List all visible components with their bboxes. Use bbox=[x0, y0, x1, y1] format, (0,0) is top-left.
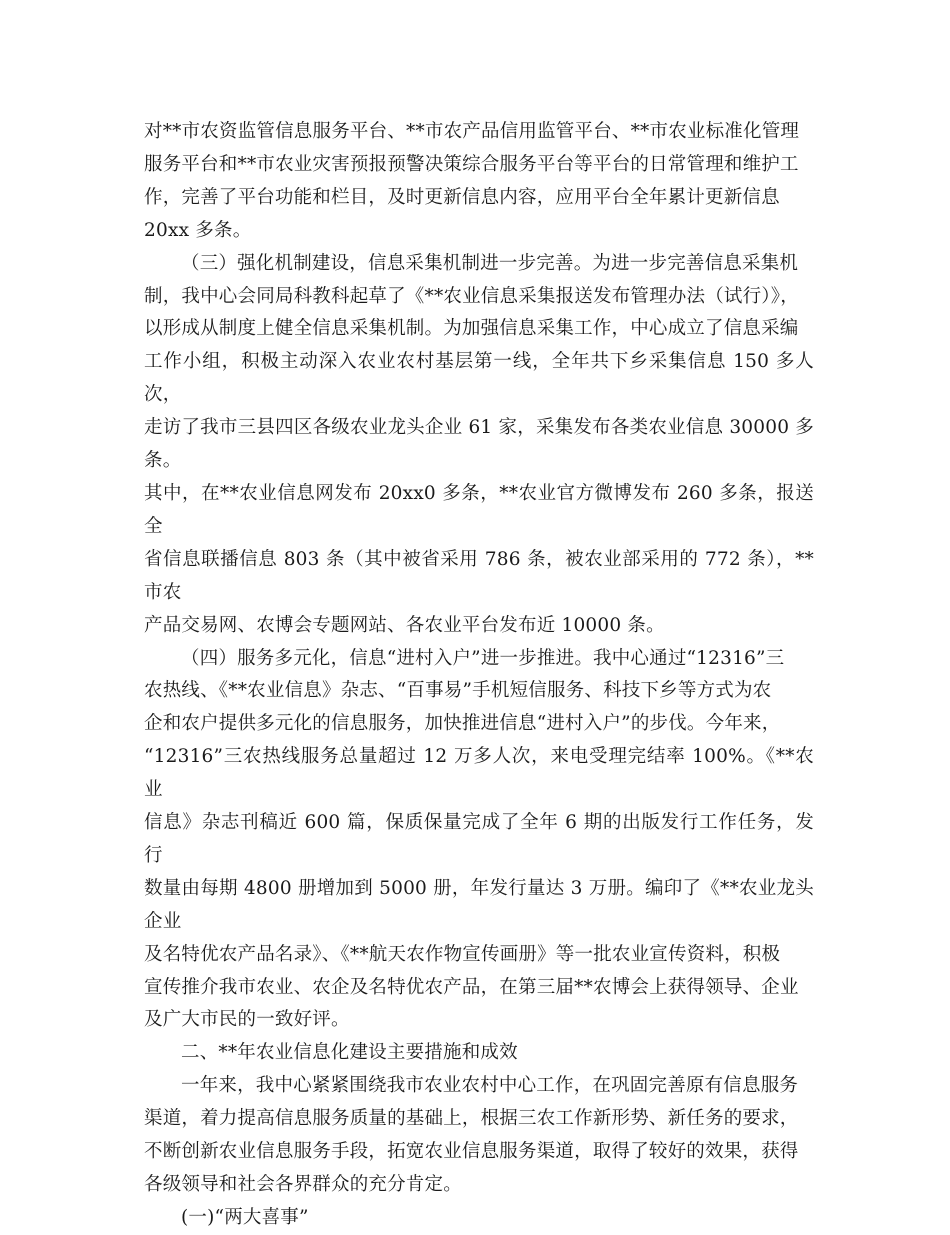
section-heading-measures: 二、**年农业信息化建设主要措施和成效 bbox=[181, 1042, 518, 1064]
paragraph-annual-summary: 一年来，我中心紧紧围绕我市农业农村中心工作，在巩固完善原有信息服务 渠道，着力提高信息服务质量的基础上，根据三农工作新形势、新任务的要求， 不断创新农业信息服务手段，拓宽农业信息服务渠道，取得了较好的效果，获得 各级领导和社会各界群众的充分肯定。 bbox=[144, 1075, 799, 1195]
subsection-heading-two-events: (一)“两大喜事” bbox=[181, 1206, 309, 1228]
paragraph-mechanism-building: （三）强化机制建设，信息采集机制进一步完善。为进一步完善信息采集机 制，我中心会同局科教科起草了《**农业信息采集报送发布管理办法（试行）》， 以形成从制度上健全信息采集机制。为加强信息采集工作，中心成立了信息采编 工作小组，积极主动深入农业农村基层第一线，全年共下乡采集信息 150 多人次， 走访了我市三县四区各级农业龙头企业 61 家，采集发布各类农业信息 30000 多条。 其中，在**农业信息网发布 20xx0 多条，**农业官方微博发布 260 多条，报送全 省信息联播信息 803 条（其中被省采用 786 条，被农业部采用的 772 条），**市农 产品交易网、农博会专题网站、各农业平台发布近 10000 条。 bbox=[144, 252, 814, 636]
paragraph-platform-maintenance: 对**市农资监管信息服务平台、**市农产品信用监管平台、**市农业标准化管理 服务平台和**市农业灾害预报预警决策综合服务平台等平台的日常管理和维护工 作，完善了平台功能和栏目，及时更新信息内容，应用平台全年累计更新信息 20xx 多条。 bbox=[144, 121, 800, 241]
paragraph-service-diversification: （四）服务多元化，信息“进村入户”进一步推进。我中心通过“12316”三 农热线、《**农业信息》杂志、“百事易”手机短信服务、科技下乡等方式为农 企和农户提供多元化的信息服务，加快推进信息“进村入户”的步伐。今年来， “12316”三农热线服务总量超过 12 万多人次，来电受理完结率 100%。《**农业 信息》杂志刊稿近 600 篇，保质保量完成了全年 6 期的出版发行工作任务，发行 数量由每期 4800 册增加到 5000 册，年发行量达 3 万册。编印了《**农业龙头企业 及名特优农产品名录》、《**航天农作物宣传画册》等一批农业宣传资料，积极 宣传推介我市农业、农企及名特优农产品，在第三届**农博会上获得领导、企业 及广大市民的一致好评。 bbox=[144, 647, 814, 1031]
document-body bbox=[144, 116, 814, 1235]
